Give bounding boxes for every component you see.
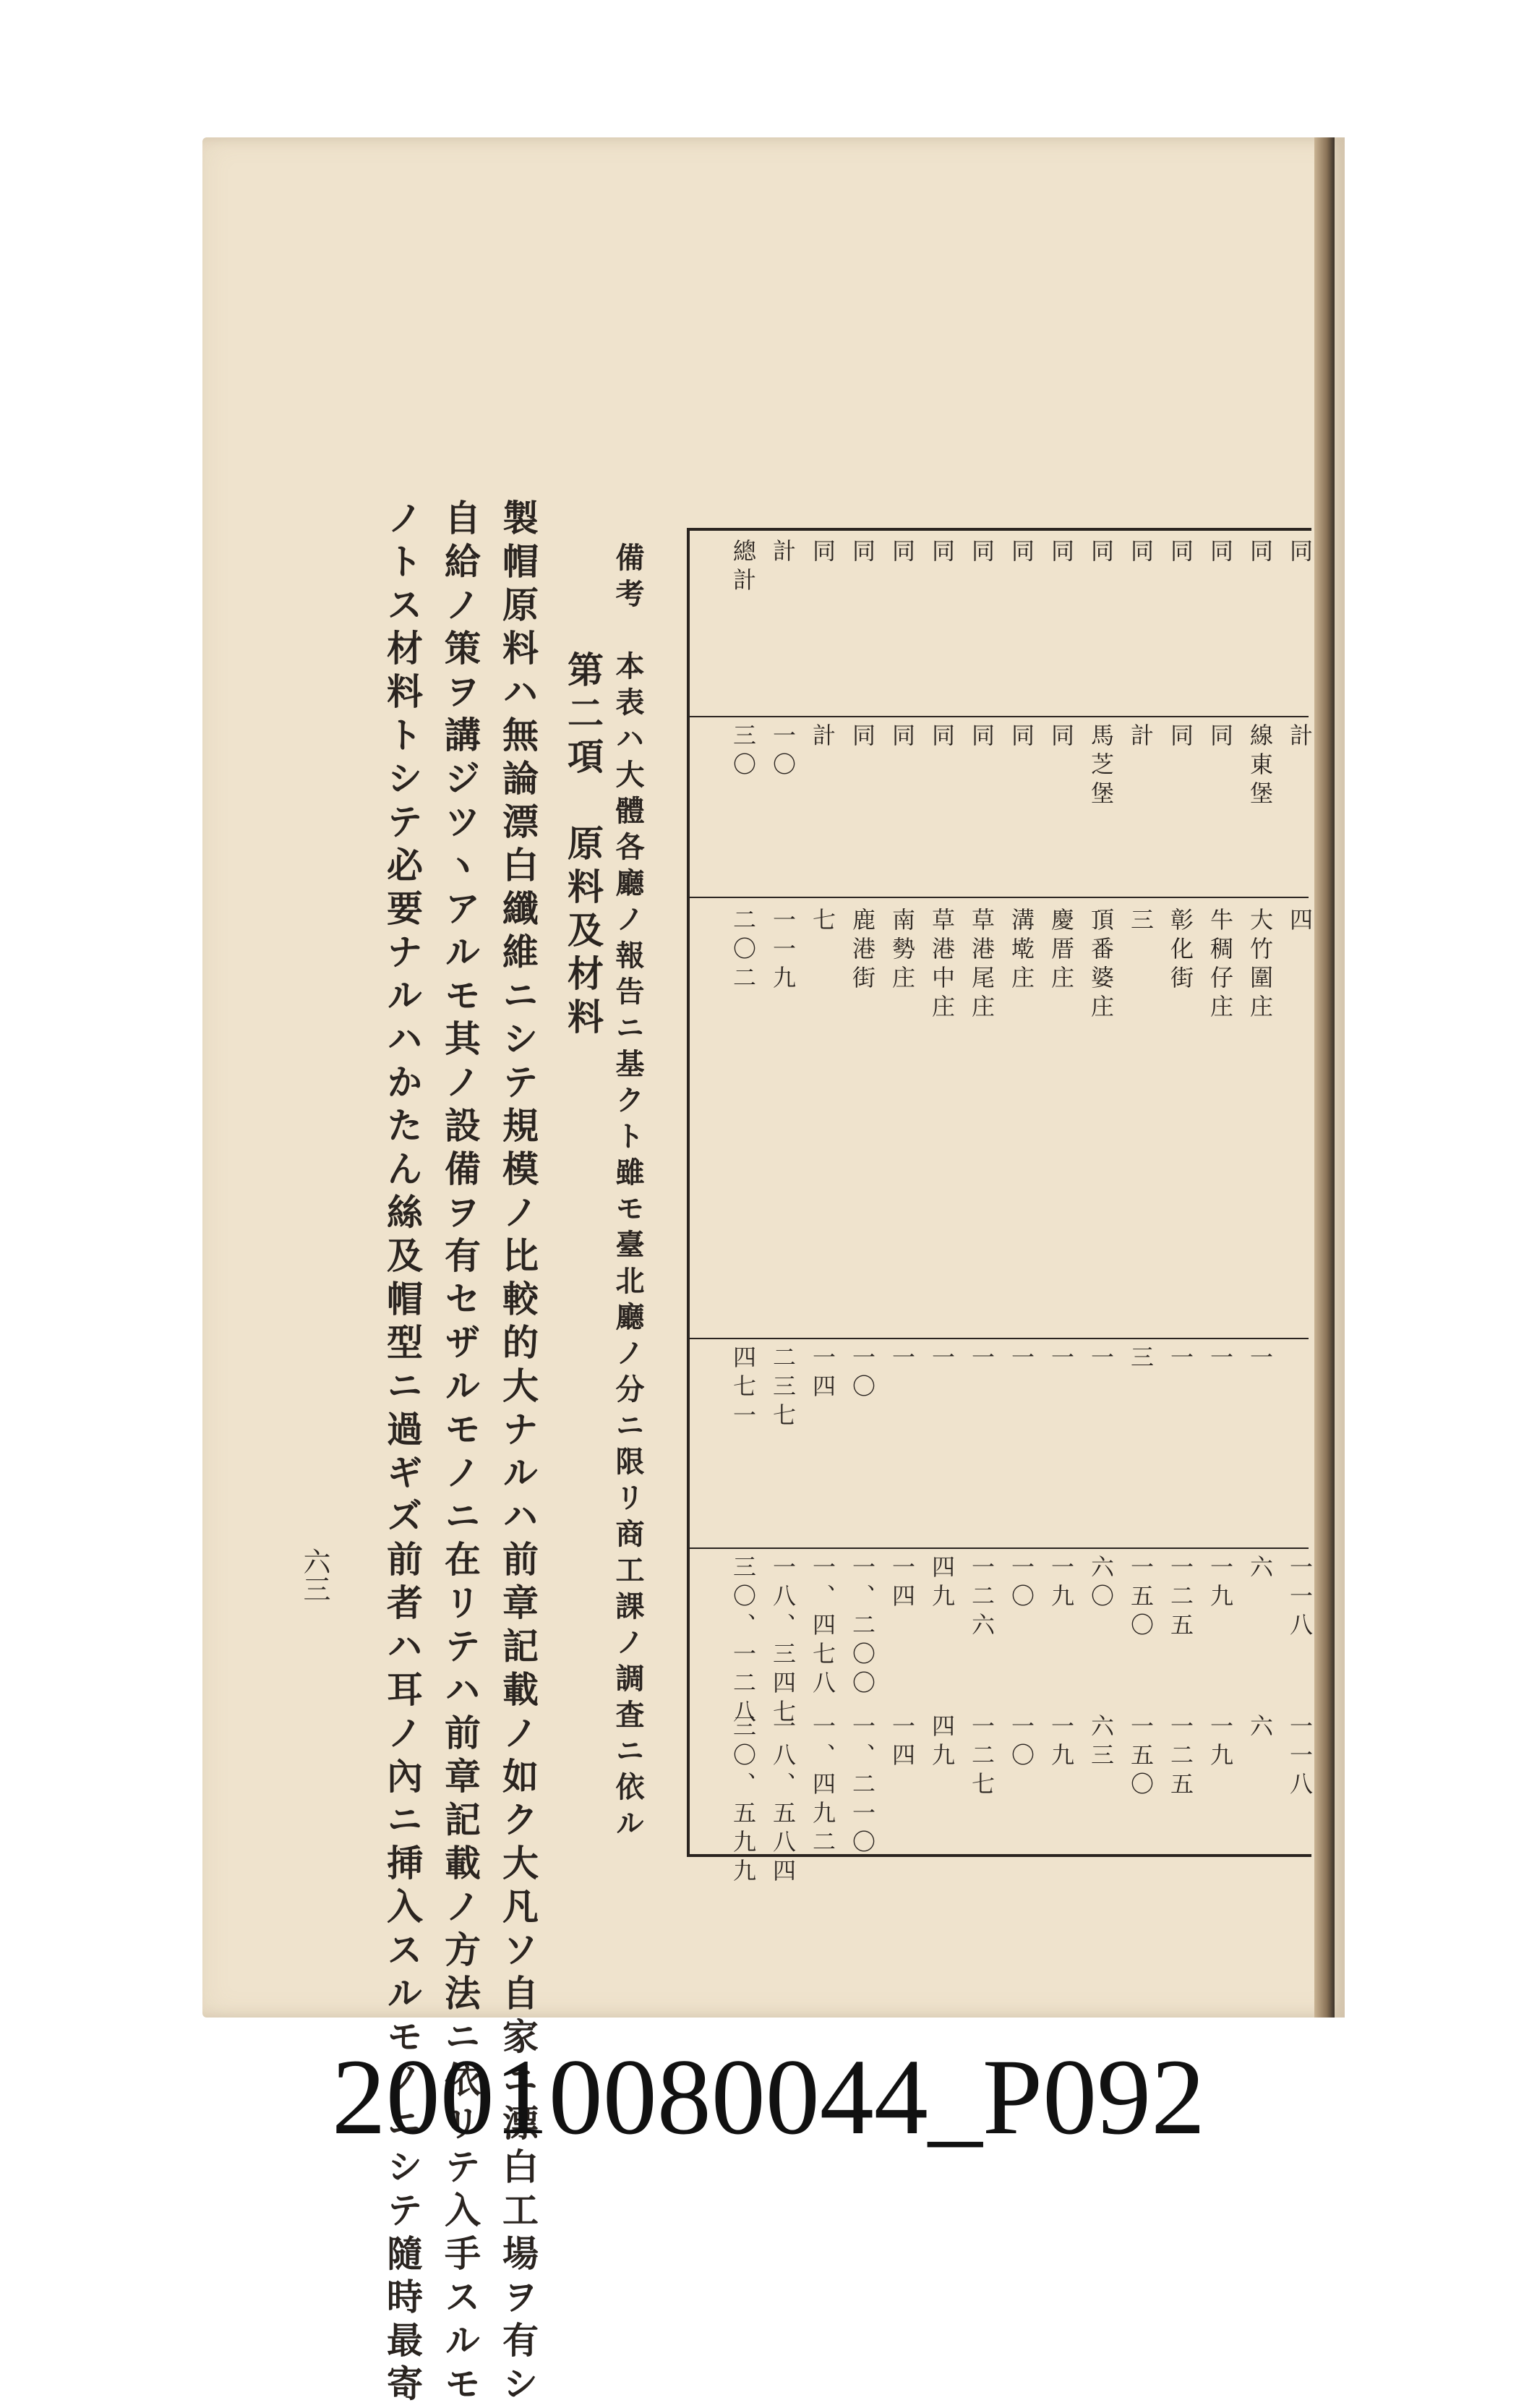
table-cell: 一、二一〇 <box>849 1714 876 1858</box>
table-cell: 一 <box>889 1345 916 1374</box>
table-cell: 一四 <box>809 1345 836 1403</box>
paragraph-line: 自給ノ策ヲ講ジツヽアルモ其ノ設備ヲ有セザルモノニ在リテハ前章記載ノ方法ニ依リテ入手スルモ <box>439 499 481 2408</box>
table-cell: 一四 <box>889 1555 916 1613</box>
table-cell: 一〇 <box>1008 1555 1035 1613</box>
table-cell: 一五〇 <box>1127 1714 1155 1801</box>
table-divider <box>687 897 1309 898</box>
table-cell: 一〇 <box>849 1345 876 1403</box>
table-cell: 一二五 <box>1167 1555 1194 1641</box>
note-text: 備考 本表ハ大體各廳ノ報告ニ基クト雖モ臺北廳ノ分ニ限リ商工課ノ調査ニ依ル <box>611 542 645 1844</box>
table-cell: 六 <box>1246 1714 1274 1743</box>
table-cell: 六〇 <box>1087 1555 1115 1613</box>
table-cell: 四七一 <box>729 1345 757 1432</box>
table-cell: 七 <box>809 908 836 936</box>
table-cell: 三〇 <box>729 723 757 781</box>
table-cell: 牛稠仔庄 <box>1207 908 1234 1023</box>
table-cell: 馬芝堡 <box>1087 723 1115 810</box>
paragraph-line: 製帽原料ハ無論漂白纖維ニシテ規模ノ比較的大ナルハ前章記載ノ如ク大凡ソ自家ニ漂白工場ヲ有シ <box>497 499 539 2408</box>
table-divider <box>687 1547 1309 1549</box>
archive-id: 20010080044_P092 <box>331 2037 1206 2157</box>
table-cell: 二三七 <box>769 1345 797 1432</box>
table-cell: 一九 <box>1048 1714 1075 1772</box>
table-cell: 大竹圍庄 <box>1246 908 1274 1023</box>
table-cell: 一一八 <box>1286 1555 1314 1641</box>
table-cell: 同 <box>928 539 956 568</box>
table-cell: 一 <box>928 1345 956 1374</box>
table-cell: 同 <box>1087 539 1115 568</box>
table-cell: 一二五 <box>1167 1714 1194 1801</box>
table-cell: 同 <box>809 539 836 568</box>
table-cell: 一 <box>1207 1345 1234 1374</box>
table-cell: 同 <box>889 723 916 752</box>
table-cell: 同 <box>1167 723 1194 752</box>
table-cell: 計 <box>1127 723 1155 752</box>
table-cell: 草港中庄 <box>928 908 956 1023</box>
table-cell: 同 <box>849 723 876 752</box>
table-cell: 同 <box>1048 539 1075 568</box>
table-cell: 一〇 <box>1008 1714 1035 1772</box>
table-cell: 三〇、五九九 <box>729 1714 757 1887</box>
table-cell: 一 <box>1048 1345 1075 1374</box>
table-cell: 頂番婆庄 <box>1087 908 1115 1023</box>
table-cell: 三〇、一二八 <box>729 1555 757 1728</box>
table-cell: 一、二〇〇 <box>849 1555 876 1699</box>
table-cell: 一 <box>1167 1345 1194 1374</box>
table-cell: 計 <box>1286 723 1314 752</box>
table-cell: 同 <box>1286 539 1314 568</box>
book-spine <box>1314 137 1335 2018</box>
table-cell: 線東堡 <box>1246 723 1274 810</box>
table-cell: 一 <box>1008 1345 1035 1374</box>
table-cell: 同 <box>1207 539 1234 568</box>
table-cell: 六三 <box>1087 1714 1115 1772</box>
table-cell: 一二七 <box>968 1714 996 1801</box>
table-cell: 一一八 <box>1286 1714 1314 1801</box>
table-cell: 計 <box>809 723 836 752</box>
table-cell: 彰化街 <box>1167 908 1194 994</box>
table-cell: 同 <box>1246 539 1274 568</box>
table-cell: 南勢庄 <box>889 908 916 994</box>
table-cell: 一、四七八 <box>809 1555 836 1699</box>
table-cell: 一、四九二 <box>809 1714 836 1858</box>
table-divider <box>687 716 1309 717</box>
page-number: 六三 <box>299 1547 330 1602</box>
table-cell: 一 <box>1087 1345 1115 1374</box>
section-title: 第二項 原料及材料 <box>562 651 604 1041</box>
table-cell: 一 <box>1246 1345 1274 1374</box>
table-cell: 四九 <box>928 1555 956 1613</box>
table-cell: 一 <box>968 1345 996 1374</box>
table-cell: 四 <box>1286 908 1314 936</box>
table-cell: 同 <box>1048 723 1075 752</box>
table-cell: 同 <box>968 539 996 568</box>
table-cell: 同 <box>1008 539 1035 568</box>
table-cell: 四九 <box>928 1714 956 1772</box>
table-divider <box>687 1338 1309 1339</box>
table-cell: 三 <box>1127 1345 1155 1374</box>
table-cell: 一二六 <box>968 1555 996 1641</box>
table-cell: 同 <box>928 723 956 752</box>
table-cell: 計 <box>769 539 797 568</box>
table-cell: 鹿港街 <box>849 908 876 994</box>
table-cell: 一四 <box>889 1714 916 1772</box>
table-cell: 同 <box>889 539 916 568</box>
table-cell: 同 <box>849 539 876 568</box>
table-cell: 同 <box>1127 539 1155 568</box>
table-cell: 二〇二 <box>729 908 757 994</box>
table-cell: 一九 <box>1207 1555 1234 1613</box>
table-cell: 總計 <box>729 539 757 597</box>
table-cell: 溝墘庄 <box>1008 908 1035 994</box>
table-cell: 一九 <box>1207 1714 1234 1772</box>
table-cell: 同 <box>1008 723 1035 752</box>
table-cell: 同 <box>968 723 996 752</box>
table-cell: 六 <box>1246 1555 1274 1584</box>
paragraph-line: ノトス材料トシテ必要ナルハかたん絲及帽型ニ過ギズ前者ハ耳ノ內ニ挿入スルモノニシテ隨時最寄 <box>381 499 424 2408</box>
table-cell: 一八、五八四 <box>769 1714 797 1887</box>
table-cell: 三 <box>1127 908 1155 936</box>
table-cell: 同 <box>1207 723 1234 752</box>
table-cell: 一五〇 <box>1127 1555 1155 1641</box>
table-cell: 慶厝庄 <box>1048 908 1075 994</box>
table-cell: 一八、三四七 <box>769 1555 797 1728</box>
table-cell: 同 <box>1167 539 1194 568</box>
table-cell: 一一九 <box>769 908 797 994</box>
table-cell: 草港尾庄 <box>968 908 996 1023</box>
table-cell: 一九 <box>1048 1555 1075 1613</box>
table-cell: 一〇 <box>769 723 797 781</box>
